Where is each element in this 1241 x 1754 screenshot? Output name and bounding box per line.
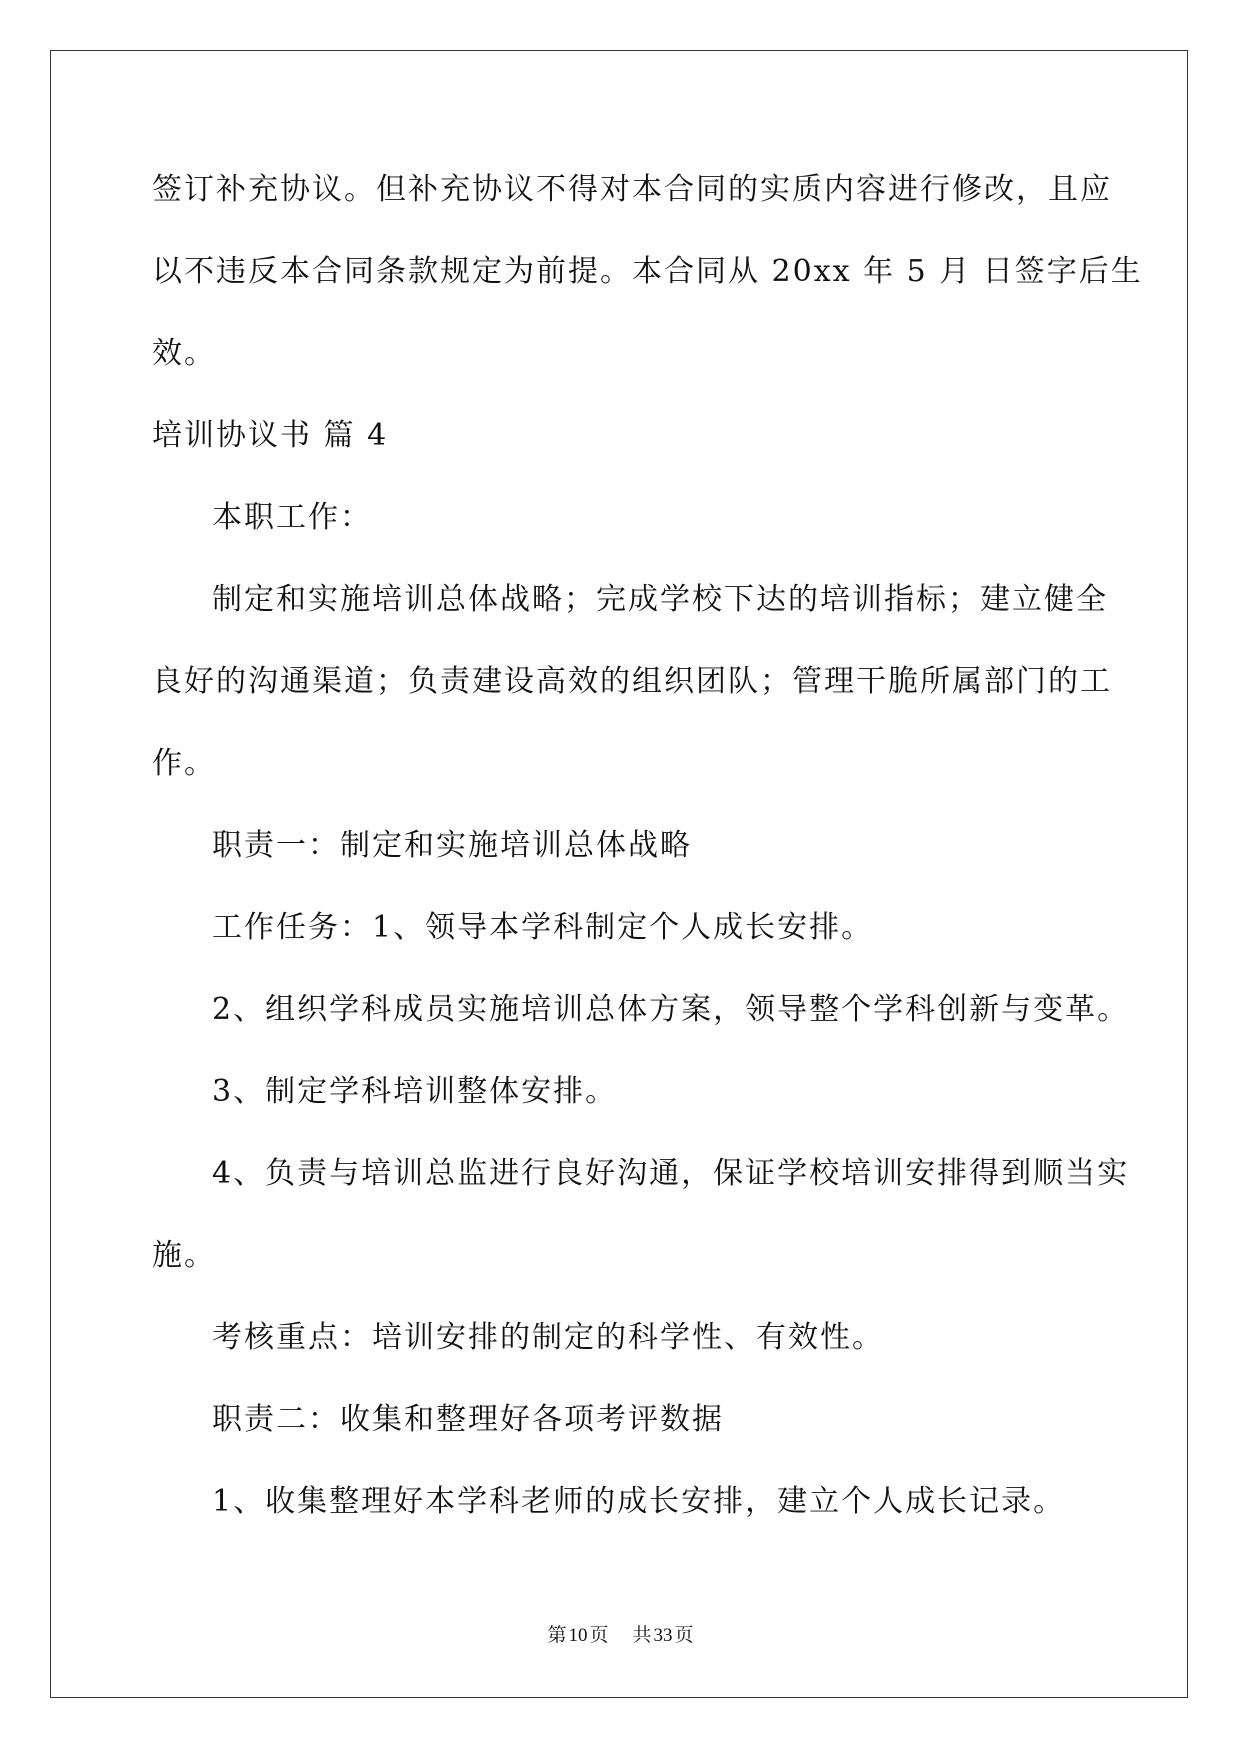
paragraph-line: 签订补充协议。但补充协议不得对本合同的实质内容进行修改，且应 — [152, 172, 1112, 207]
paragraph-line: 工作任务：1、领导本学科制定个人成长安排。 — [212, 910, 874, 945]
paragraph-line: 3、制定学科培训整体安排。 — [212, 1074, 618, 1109]
paragraph-line: 良好的沟通渠道；负责建设高效的组织团队；管理干脆所属部门的工 — [152, 664, 1112, 699]
paragraph-line: 4、负责与培训总监进行良好沟通，保证学校培训安排得到顺当实 — [212, 1156, 1130, 1191]
page-number: 10 — [568, 1625, 588, 1646]
page-border — [50, 50, 1188, 1698]
page-suffix: 页 — [589, 1625, 609, 1646]
paragraph-line: 考核重点：培训安排的制定的科学性、有效性。 — [212, 1320, 884, 1355]
paragraph-line: 1、收集整理好本学科老师的成长安排，建立个人成长记录。 — [212, 1484, 1066, 1519]
section-heading: 培训协议书 篇 4 — [152, 418, 389, 453]
page-prefix: 第 — [547, 1625, 567, 1646]
paragraph-line: 施。 — [152, 1238, 216, 1273]
page-footer — [0, 1620, 1241, 1647]
total-prefix: 共 — [632, 1625, 652, 1646]
paragraph-line: 作。 — [152, 746, 216, 781]
total-suffix: 页 — [674, 1625, 694, 1646]
paragraph-line: 2、组织学科成员实施培训总体方案，领导整个学科创新与变革。 — [212, 992, 1130, 1027]
paragraph-line: 效。 — [152, 336, 216, 371]
paragraph-line: 制定和实施培训总体战略；完成学校下达的培训指标；建立健全 — [212, 582, 1108, 617]
paragraph-line: 本职工作： — [212, 500, 372, 535]
paragraph-line: 以不违反本合同条款规定为前提。本合同从 20xx 年 5 月 日签字后生 — [152, 254, 1143, 289]
paragraph-line: 职责一：制定和实施培训总体战略 — [212, 828, 692, 863]
paragraph-line: 职责二：收集和整理好各项考评数据 — [212, 1402, 724, 1437]
total-pages: 33 — [653, 1625, 673, 1646]
